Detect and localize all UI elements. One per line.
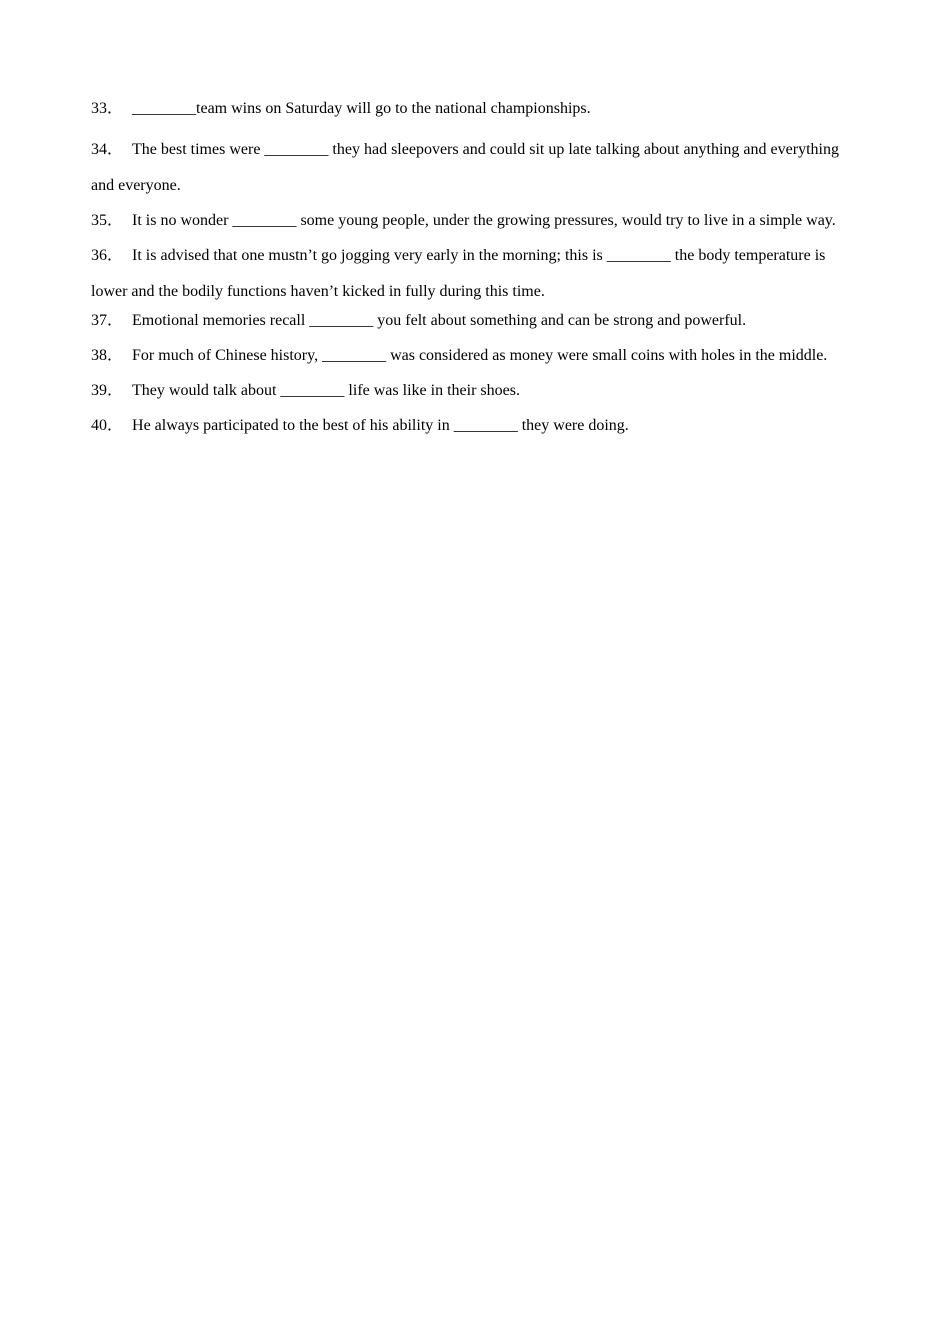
question-number: 36．	[91, 247, 124, 264]
question-33	[91, 97, 861, 121]
question-text: ________team wins on Saturday will go to the national championships.	[132, 100, 591, 117]
question-number: 40．	[91, 417, 124, 434]
question-number: 38．	[91, 347, 124, 364]
question-list	[91, 97, 861, 449]
question-39	[91, 379, 861, 403]
question-number: 39．	[91, 382, 124, 399]
question-37	[91, 309, 861, 333]
question-text: The best times were ________ they had sleepovers and could sit up late talking about anything and everything and everyone.	[91, 141, 839, 194]
question-34	[91, 132, 861, 204]
question-number: 37．	[91, 312, 124, 329]
question-text: Emotional memories recall ________ you felt about something and can be strong and powerful.	[132, 312, 747, 329]
question-38	[91, 344, 861, 368]
question-number: 34．	[91, 141, 124, 158]
question-35	[91, 203, 861, 239]
question-40	[91, 414, 861, 438]
question-text: It is no wonder ________ some young people, under the growing pressures, would try to live in a simple way.	[132, 212, 836, 229]
question-36	[91, 238, 861, 310]
question-text: He always participated to the best of his ability in ________ they were doing.	[132, 417, 629, 434]
question-number: 33．	[91, 100, 124, 117]
question-number: 35．	[91, 212, 124, 229]
question-text: For much of Chinese history, ________ was considered as money were small coins with holes in the middle.	[132, 347, 828, 364]
question-text: It is advised that one mustn’t go jogging very early in the morning; this is ________ the body temperature is lower and the bodily functions haven’t kicked in fully during this time.	[91, 247, 826, 300]
question-text: They would talk about ________ life was like in their shoes.	[132, 382, 520, 399]
